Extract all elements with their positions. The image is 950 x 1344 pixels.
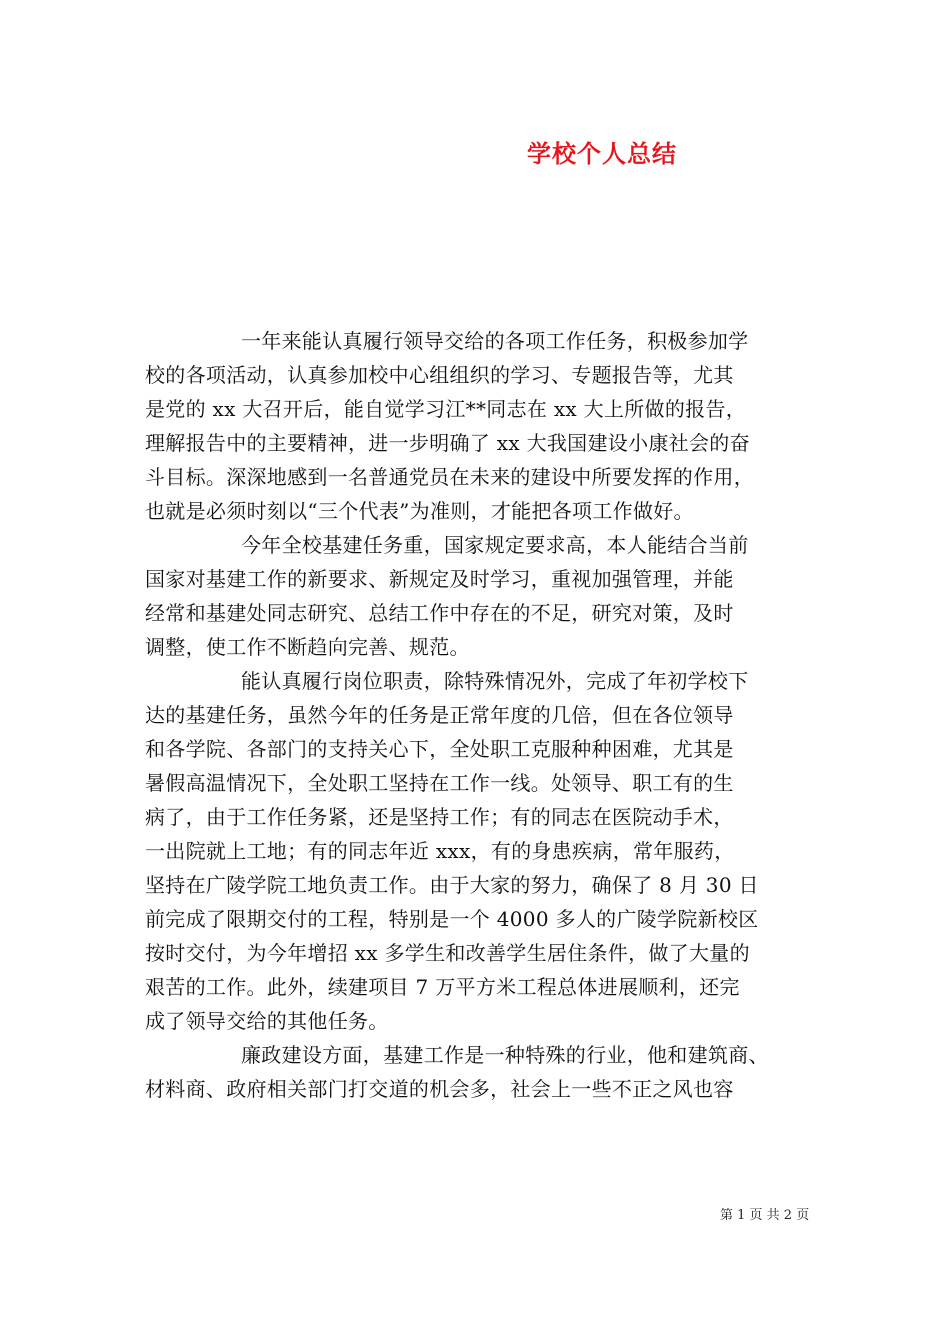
text-line: 暑假高温情况下，全处职工坚持在工作一线。处领导、职工有的生: [145, 771, 734, 795]
text-line: 成了领导交给的其他任务。: [145, 1009, 389, 1033]
text-line: 理解报告中的主要精神，进一步明确了 xx 大我国建设小康社会的奋: [145, 431, 750, 455]
text-line: 是党的 xx 大召开后，能自觉学习江**同志在 xx 大上所做的报告，: [145, 397, 747, 421]
text-line: 斗目标。深深地感到一名普通党员在未来的建设中所要发挥的作用，: [145, 465, 754, 489]
text-line: 也就是必须时刻以“三个代表”为准则，才能把各项工作做好。: [145, 499, 694, 523]
text-line: 调整，使工作不断趋向完善、规范。: [145, 635, 470, 659]
text-line: 国家对基建工作的新要求、新规定及时学习，重视加强管理，并能: [145, 567, 734, 591]
text-line: 材料商、政府相关部门打交道的机会多，社会上一些不正之风也容: [145, 1077, 734, 1101]
text-line: 一年来能认真履行领导交给的各项工作任务，积极参加学: [241, 329, 749, 353]
text-line: 坚持在广陵学院工地负责工作。由于大家的努力，确保了 8 月 30 日: [145, 873, 759, 897]
page-title: 学校个人总结: [527, 139, 677, 168]
text-line: 今年全校基建任务重，国家规定要求高，本人能结合当前: [241, 533, 749, 557]
paragraph-2: [145, 528, 825, 664]
text-line: 艰苦的工作。此外，续建项目 7 万平方米工程总体进展顺利，还完: [145, 975, 740, 999]
text-line: 廉政建设方面，基建工作是一种特殊的行业，他和建筑商、: [241, 1043, 769, 1067]
text-line: 达的基建任务，虽然今年的任务是正常年度的几倍，但在各位领导: [145, 703, 734, 727]
page-number: 第 1 页 共 2 页: [720, 1208, 810, 1223]
text-line: 能认真履行岗位职责，除特殊情况外，完成了年初学校下: [241, 669, 749, 693]
paragraph-4: [145, 1038, 825, 1106]
paragraph-3: [145, 664, 825, 1038]
text-line: 按时交付，为今年增招 xx 多学生和改善学生居住条件，做了大量的: [145, 941, 750, 965]
text-line: 病了，由于工作任务紧，还是坚持工作；有的同志在医院动手术，: [145, 805, 734, 829]
text-line: 一出院就上工地；有的同志年近 xxx，有的身患疾病，常年服药，: [145, 839, 735, 863]
text-line: 校的各项活动，认真参加校中心组组织的学习、专题报告等，尤其: [145, 363, 734, 387]
text-line: 和各学院、各部门的支持关心下，全处职工克服种种困难，尤其是: [145, 737, 734, 761]
text-line: 经常和基建处同志研究、总结工作中存在的不足，研究对策，及时: [145, 601, 734, 625]
document-body: [145, 324, 825, 1106]
text-line: 前完成了限期交付的工程，特别是一个 4000 多人的广陵学院新校区: [145, 907, 759, 931]
paragraph-1: [145, 324, 825, 528]
